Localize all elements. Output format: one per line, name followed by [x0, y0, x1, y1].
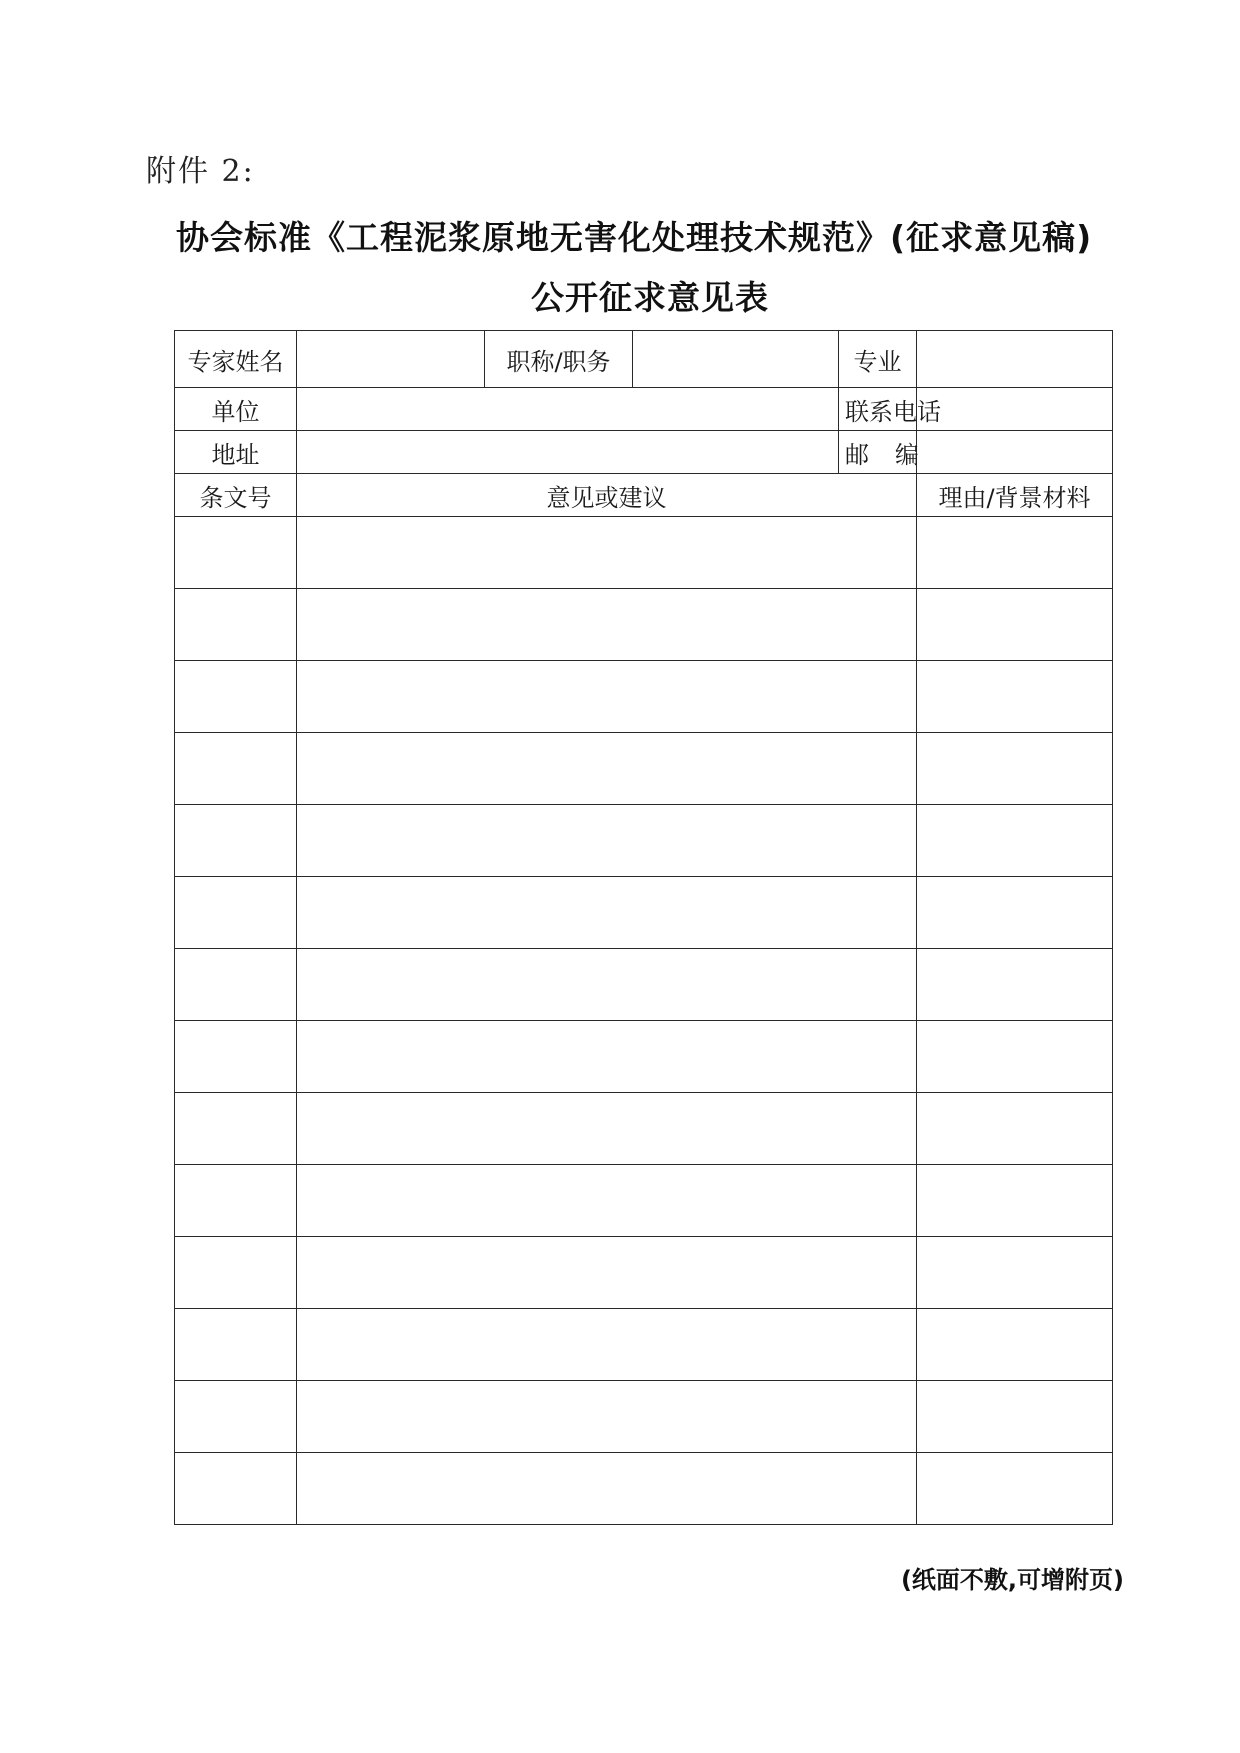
reason-cell[interactable] [917, 517, 1113, 589]
unit-field[interactable] [297, 388, 839, 431]
form-row-unit [175, 388, 1113, 431]
reason-cell[interactable] [917, 877, 1113, 949]
table-row [175, 949, 1113, 1021]
attachment-label: 附件 2: [146, 154, 255, 189]
clause-cell[interactable] [175, 805, 297, 877]
reason-cell[interactable] [917, 949, 1113, 1021]
opinion-cell[interactable] [297, 1381, 917, 1453]
address-label: 地址 [175, 431, 297, 474]
clause-cell[interactable] [175, 949, 297, 1021]
form-row-address [175, 431, 1113, 474]
clause-cell[interactable] [175, 1237, 297, 1309]
opinion-cell[interactable] [297, 1093, 917, 1165]
position-field[interactable] [633, 331, 839, 388]
reason-cell[interactable] [917, 1021, 1113, 1093]
opinion-cell[interactable] [297, 1309, 917, 1381]
opinion-cell[interactable] [297, 877, 917, 949]
table-row [175, 1237, 1113, 1309]
opinion-cell[interactable] [297, 805, 917, 877]
clause-cell[interactable] [175, 733, 297, 805]
reason-cell[interactable] [917, 733, 1113, 805]
clause-cell[interactable] [175, 1381, 297, 1453]
opinion-cell[interactable] [297, 1453, 917, 1525]
table-row [175, 1093, 1113, 1165]
opinion-cell[interactable] [297, 1165, 917, 1237]
clause-cell[interactable] [175, 1093, 297, 1165]
column-header-opinion: 意见或建议 [297, 474, 917, 517]
opinion-cell[interactable] [297, 589, 917, 661]
form-header-row [175, 474, 1113, 517]
reason-cell[interactable] [917, 1165, 1113, 1237]
expert-name-field[interactable] [297, 331, 485, 388]
reason-cell[interactable] [917, 1309, 1113, 1381]
reason-cell[interactable] [917, 661, 1113, 733]
reason-cell[interactable] [917, 805, 1113, 877]
clause-cell[interactable] [175, 589, 297, 661]
table-row [175, 1165, 1113, 1237]
clause-cell[interactable] [175, 1165, 297, 1237]
phone-field[interactable] [917, 388, 1113, 431]
specialty-field[interactable] [917, 331, 1113, 388]
clause-cell[interactable] [175, 877, 297, 949]
clause-cell[interactable] [175, 517, 297, 589]
comment-form-table [174, 330, 1113, 1525]
table-row [175, 661, 1113, 733]
position-label: 职称/职务 [485, 331, 633, 388]
footer-note: (纸面不敷,可增附页) [900, 1566, 1124, 1594]
opinion-cell[interactable] [297, 949, 917, 1021]
postcode-field[interactable] [917, 431, 1113, 474]
table-row [175, 1021, 1113, 1093]
reason-cell[interactable] [917, 1453, 1113, 1525]
table-row [175, 1381, 1113, 1453]
clause-cell[interactable] [175, 1021, 297, 1093]
address-field[interactable] [297, 431, 839, 474]
reason-cell[interactable] [917, 589, 1113, 661]
column-header-clause: 条文号 [175, 474, 297, 517]
column-header-reason: 理由/背景材料 [917, 474, 1113, 517]
reason-cell[interactable] [917, 1093, 1113, 1165]
form-row-expert [175, 331, 1113, 388]
phone-label: 联系电话 [839, 388, 917, 431]
table-row [175, 517, 1113, 589]
opinion-cell[interactable] [297, 661, 917, 733]
table-row [175, 805, 1113, 877]
document-title: 协会标准《工程泥浆原地无害化处理技术规范》(征求意见稿) [176, 218, 1093, 257]
unit-label: 单位 [175, 388, 297, 431]
clause-cell[interactable] [175, 661, 297, 733]
table-row [175, 1309, 1113, 1381]
clause-cell[interactable] [175, 1309, 297, 1381]
opinion-cell[interactable] [297, 1237, 917, 1309]
table-row [175, 733, 1113, 805]
opinion-cell[interactable] [297, 733, 917, 805]
postcode-label: 邮编 [839, 431, 917, 474]
opinion-cell[interactable] [297, 517, 917, 589]
table-row [175, 877, 1113, 949]
clause-cell[interactable] [175, 1453, 297, 1525]
document-subtitle: 公开征求意见表 [531, 278, 769, 317]
reason-cell[interactable] [917, 1237, 1113, 1309]
table-row [175, 1453, 1113, 1525]
expert-name-label: 专家姓名 [175, 331, 297, 388]
specialty-label: 专业 [839, 331, 917, 388]
reason-cell[interactable] [917, 1381, 1113, 1453]
opinion-cell[interactable] [297, 1021, 917, 1093]
table-row [175, 589, 1113, 661]
